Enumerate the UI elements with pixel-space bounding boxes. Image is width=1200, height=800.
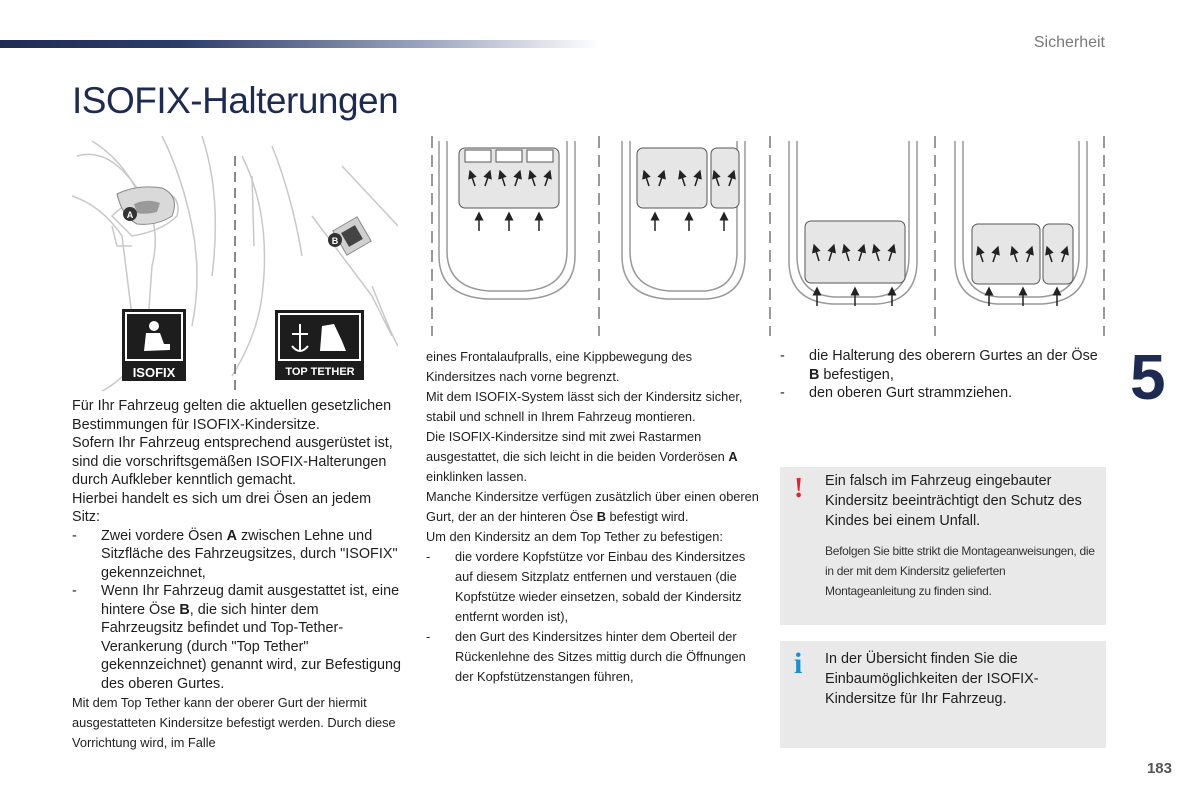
bullet-text [101,527,402,583]
bullet-dash: - [72,527,77,544]
info-box [780,641,1106,748]
text-column-2 [426,347,762,687]
seat-row-diagram-2 [637,148,739,231]
text-run: Die ISOFIX-Kindersitze sind mit zwei Rastarmen ausgestattet, die sich leicht in die beiden Vorderösen [426,429,729,464]
warning-box [780,467,1106,625]
bullet-dash: - [426,629,431,644]
page-number: 183 [1146,760,1172,777]
isofix-label: ISOFIX [132,365,176,380]
paragraph: eines Frontalaufpralls, eine Kippbewegung des Kindersitzes nach vorne begrenzt. [426,349,693,384]
chapter-number: 5 [1130,341,1166,413]
warning-text: Ein falsch im Fahrzeug eingebauter Kindersitz beeinträchtigt den Schutz des Kindes bei einem Unfall. [825,473,1082,529]
bullet-item [780,347,1110,384]
paragraph: Mit dem Top Tether kann der oberer Gurt der hiermit ausgestatteten Kindersitze befestigt werden. Durch diese Vorrichtung wird, im Falle [72,695,396,750]
callout-b: B [331,236,339,246]
text-run: die Halterung des oberern Gurtes an der Öse [809,348,1098,364]
paragraph: Sofern Ihr Fahrzeug entsprechend ausgerüstet ist, sind die vorschriftsgemäßen ISOFIX-Halterungen durch Aufkleber kenntlich gemacht. [72,435,393,488]
text-run: Zwei vordere Ösen [101,527,227,544]
page-title: ISOFIX-Halterungen [72,80,399,121]
bullet-item [780,384,1110,403]
seat-row-diagram-1 [459,148,559,231]
warning-icon: ! [794,473,804,504]
text-run: zwischen Lehne und Sitzfläche des Fahrzeugsitzes, durch "ISOFIX" gekennzeichnet, [101,527,398,581]
bullet-dash: - [780,385,785,401]
text-run: befestigen, [819,366,894,383]
paragraph [426,487,762,527]
paragraph [426,427,762,487]
text-column-1 [72,397,402,753]
bullet-dash: - [780,348,785,364]
bullet-item [426,547,762,627]
bullet-dash: - [72,583,77,599]
bullet-text: die vordere Kopfstütze vor Einbau des Kindersitzes auf diesem Sitzplatz entfernen und verstauen (die Kopfstütze wieder einsetzen, sobald der Kindersitz entfernt worden ist), [455,549,746,624]
info-icon: i [794,647,803,680]
paragraph: Um den Kindersitz an dem Top Tether zu befestigen: [426,529,723,544]
top-tether-label: TOP TETHER [285,366,355,378]
bullet-item [72,527,402,583]
callout-a: A [126,210,134,220]
warning-note: Befolgen Sie bitte strikt die Montageanweisungen, die in der mit dem Kindersitz gelieferten Montageanleitung zu finden sind. [825,544,1095,598]
paragraph: Mit dem ISOFIX-System lässt sich der Kindersitz sicher, stabil und schnell in Ihrem Fahrzeug montieren. [426,389,743,424]
bullet-text [809,347,1110,384]
text-run: befestigt wird. [605,509,689,524]
text-run: Wenn Ihr Fahrzeug damit ausgestattet ist, eine hintere Öse [101,583,400,618]
paragraph: Hierbei handelt es sich um drei Ösen an jedem Sitz: [72,490,372,525]
anchor-label: A [728,449,738,464]
text-run: Manche Kindersitze verfügen zusätzlich über einen oberen Gurt, der an der hinteren Öse [426,489,759,524]
bullet-text: den oberen Gurt strammziehen. [809,385,1013,401]
text-run: , die sich hinter dem Fahrzeugsitz befindet und Top-Tether-Verankerung (durch "Top Tether" gekennzeichnet) genannt wird, zur Befestigung des oberen Gurtes. [101,601,401,692]
bullet-item [72,582,402,693]
section-title: Sicherheit [1033,34,1105,51]
isofix-seat-illustration [72,136,398,396]
anchor-label: B [809,366,820,383]
anchor-label: B [179,601,190,618]
text-column-3 [780,347,1110,403]
bullet-dash: - [426,549,431,564]
top-tether-label-badge [275,310,364,380]
bullet-item [426,627,762,687]
isofix-label-badge [122,309,186,381]
anchor-label: A [226,527,237,544]
seat-layout-diagrams [427,136,1109,336]
header-gradient-bar [0,40,600,48]
text-run: einklinken lassen. [426,469,528,484]
bullet-text [101,582,402,693]
bullet-text: den Gurt des Kindersitzes hinter dem Oberteil der Rückenlehne des Sitzes mittig durch die Öffnungen der Kopfstützenstangen führen, [455,629,746,684]
info-text: In der Übersicht finden Sie die Einbaumöglichkeiten der ISOFIX-Kindersitze für Ihr Fahrzeug. [825,651,1039,707]
paragraph: Für Ihr Fahrzeug gelten die aktuellen gesetzlichen Bestimmungen für ISOFIX-Kindersitze. [72,398,392,433]
anchor-label: B [596,509,606,524]
